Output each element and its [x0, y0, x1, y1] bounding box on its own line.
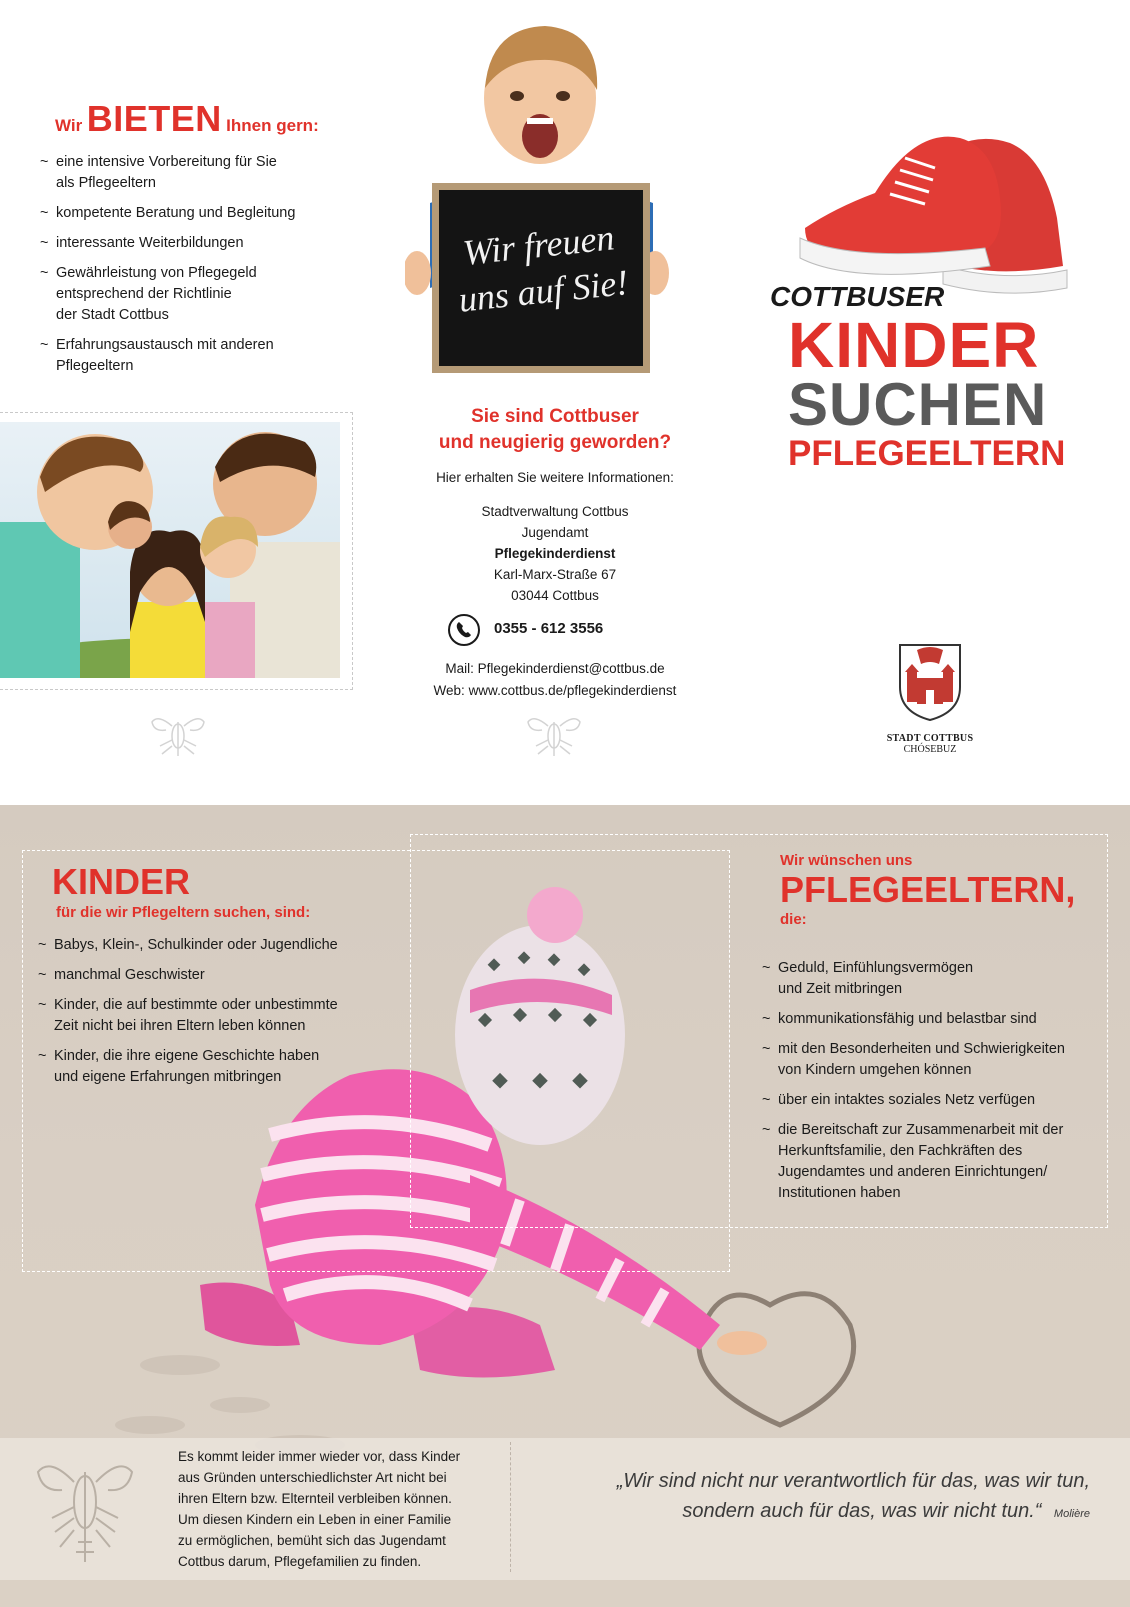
offer-heading-bieten: BIETEN	[86, 98, 222, 139]
quote-line2: sondern auch für das, was wir nicht tun.“	[682, 1500, 1042, 1522]
chalkboard-line2: uns auf Sie!	[456, 262, 631, 320]
contact-dept: Jugendamt	[521, 525, 589, 540]
title-kinder: KINDER	[788, 309, 1040, 381]
quote-line1: „Wir sind nicht nur verantwortlich für das, was wir tun,	[616, 1470, 1090, 1492]
crest-line2: CHÓSEBUZ	[903, 744, 957, 755]
footer-divider	[510, 1442, 511, 1572]
wishes-item: ~ Geduld, Einfühlungsvermögen und Zeit mitbringen	[762, 958, 1102, 1000]
offer-item: ~ eine intensive Vorbereitung für Sie als Pflegeeltern	[40, 152, 340, 194]
children-item: ~ manchmal Geschwister	[38, 965, 412, 986]
crayfish-icon	[524, 712, 584, 760]
contact-question-line2: und neugierig geworden?	[438, 432, 672, 453]
wishes-heading: PFLEGEELTERN,	[780, 869, 1076, 910]
children-block	[52, 862, 412, 1097]
children-item: ~ Kinder, die auf bestimmte oder unbestimmte Zeit nicht bei ihren Eltern leben können	[38, 995, 412, 1037]
title-cottbuser: COTTBUSER	[770, 281, 945, 312]
children-heading: KINDER	[52, 861, 191, 902]
children-list	[38, 935, 412, 1088]
red-sneakers-image	[795, 88, 1075, 303]
chalkboard	[432, 183, 650, 373]
offer-heading	[55, 98, 319, 140]
kids-group-illustration	[0, 422, 340, 678]
footer-text: Es kommt leider immer wieder vor, dass Kinder aus Gründen unterschiedlichster Art nicht bei ihren Eltern bzw. Elternteil verbleiben können. Um diesen Kindern ein Leben in einer Familie zu ermöglichen, bemüht sich das Jugendamt Cottbus darum, Pflegefamilien zu finden.	[178, 1449, 461, 1569]
quote-line2-row	[530, 1496, 1090, 1526]
crayfish-icon	[148, 712, 208, 760]
crest-line1: STADT COTTBUS	[886, 733, 974, 744]
offer-heading-wir: Wir	[55, 116, 83, 135]
contact-question-line1: Sie sind Cottbuser	[471, 406, 639, 427]
children-item: ~ Kinder, die ihre eigene Geschichte haben und eigene Erfahrungen mitbringen	[38, 1046, 412, 1088]
wishes-item: ~ über ein intaktes soziales Netz verfügen	[762, 1090, 1102, 1111]
footer-quote	[530, 1466, 1090, 1526]
offer-item: ~ interessante Weiterbildungen	[40, 233, 340, 254]
contact-phone-row	[400, 614, 710, 648]
children-item: ~ Babys, Klein-, Schulkinder oder Jugendliche	[38, 935, 412, 956]
offer-list	[40, 152, 340, 386]
contact-phone[interactable]: 0355 - 612 3556	[494, 620, 604, 637]
wishes-item: ~ kommunikationsfähig und belastbar sind	[762, 1009, 1102, 1030]
offer-item: ~ Erfahrungsaustausch mit anderen Pflegeeltern	[40, 335, 340, 377]
coat-of-arms-icon	[897, 642, 963, 722]
wishes-die: die:	[780, 911, 807, 928]
contact-intro: Hier erhalten Sie weitere Informationen:	[436, 470, 674, 485]
contact-street: Karl-Marx-Straße 67	[493, 567, 617, 582]
phone-icon	[448, 614, 480, 646]
contact-org: Stadtverwaltung Cottbus	[481, 504, 629, 519]
contact-service: Pflegekinderdienst	[494, 546, 616, 561]
crest-caption	[860, 733, 1000, 755]
children-subheading: für die wir Pflegeltern suchen, sind:	[56, 904, 311, 921]
offer-item: ~ Gewährleistung von Pflegegeld entsprechend der Richtlinie der Stadt Cottbus	[40, 263, 340, 326]
contact-city: 03044 Cottbus	[511, 588, 599, 603]
wishes-block	[760, 852, 1100, 928]
wishes-item: ~ mit den Besonderheiten und Schwierigkeiten von Kindern umgehen können	[762, 1039, 1102, 1081]
contact-web[interactable]: Web: www.cottbus.de/pflegekinderdienst	[433, 683, 677, 698]
wishes-intro: Wir wünschen uns	[780, 852, 913, 869]
crayfish-icon	[30, 1452, 140, 1567]
offer-heading-ihnen: Ihnen gern:	[226, 116, 319, 135]
wishes-list	[762, 958, 1102, 1213]
chalkboard-text	[435, 212, 647, 325]
quote-author: Molière	[1053, 1508, 1090, 1520]
title-pflegeeltern: PFLEGEELTERN	[788, 434, 1066, 473]
title-suchen: SUCHEN	[788, 371, 1048, 438]
kids-group-photo	[0, 422, 340, 678]
contact-block	[400, 404, 710, 702]
contact-mail[interactable]: Mail: Pflegekinderdienst@cottbus.de	[445, 661, 665, 676]
offer-item: ~ kompetente Beratung und Begleitung	[40, 203, 340, 224]
wishes-item: ~ die Bereitschaft zur Zusammenarbeit mit der Herkunftsfamilie, den Fachkräften des Jugendamtes und anderen Einrichtungen/ Institutionen haben	[762, 1120, 1102, 1204]
chalkboard-line1: Wir freuen	[461, 217, 617, 273]
title-block	[760, 280, 1090, 474]
